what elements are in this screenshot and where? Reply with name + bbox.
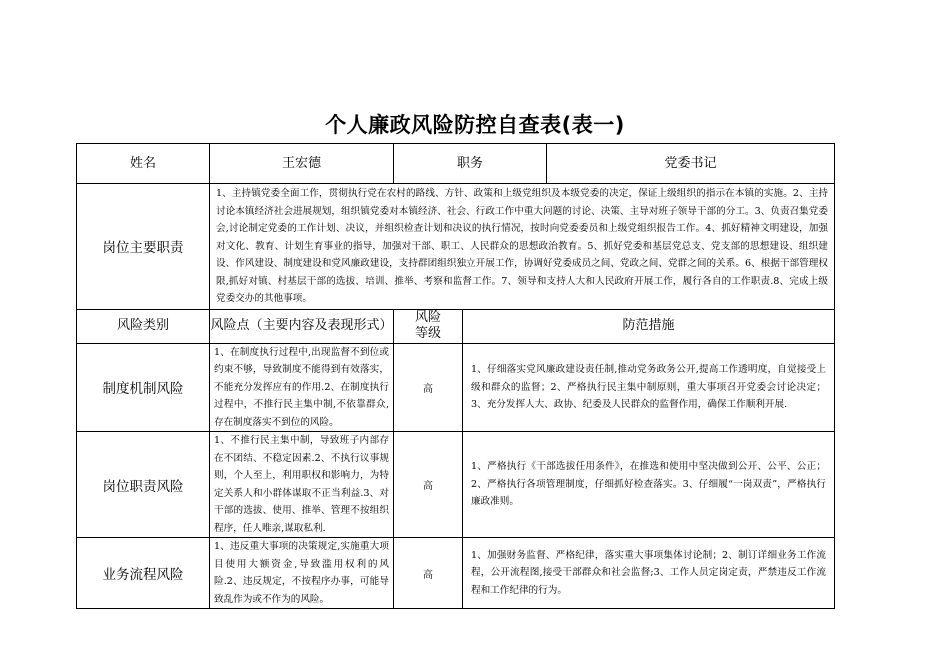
position-label: 职务 bbox=[394, 144, 547, 184]
info-row bbox=[77, 144, 835, 184]
risk-row bbox=[77, 343, 835, 432]
risk-level: 高 bbox=[394, 343, 463, 432]
page-title: 个人廉政风险防控自查表(表一) bbox=[325, 113, 625, 137]
risk-category: 制度机制风险 bbox=[77, 343, 210, 432]
risk-row bbox=[77, 432, 835, 538]
risk-point: 1、不推行民主集中制，导致班子内部存在不团结、不稳定因素.2、不执行议事规则，个人至上，利用职权和影响力，为特定关系人和小群体谋取不正当利益.3、对干部的选拔、使用、推举、管理不按组织程序，任人唯亲,谋取私利. bbox=[210, 432, 394, 538]
risk-point: 1、违反重大事项的决策规定,实施重大项目使用大额资金,导致滥用权利的风险.2、违反规定，不按程序办事，可能导致乱作为或不作为的风险。 bbox=[210, 538, 394, 609]
risk-level-header-line2: 等级 bbox=[414, 326, 441, 341]
risk-measures: 1、加强财务监督、严格纪律，落实重大事项集体讨论制；2、制订详细业务工作流程，公开流程图,接受干部群众和社会监督;3、工作人员定岗定责，严禁违反工作流程和工作纪律的行为。 bbox=[463, 538, 835, 609]
risk-measures-header: 防范措施 bbox=[463, 309, 835, 343]
risk-level-header-line1: 风险 bbox=[414, 310, 441, 325]
risk-header-row bbox=[77, 309, 835, 343]
name-label: 姓名 bbox=[77, 144, 210, 184]
risk-category: 岗位职责风险 bbox=[77, 432, 210, 538]
risk-point: 1、在制度执行过程中,出现监督不到位或约束不够，导致制度不能得到有效落实，不能充分发挥应有的作用.2、在制度执行过程中，不推行民主集中制,不依靠群众,存在制度落实不到位的风险。 bbox=[210, 343, 394, 432]
duties-text: 1、主持镇党委全面工作，贯彻执行党在农村的路线、方针、政策和上级党组织及本级党委的决定，保证上级组织的指示在本镇的实施。2、主持讨论本镇经济社会进展规划，组织镇党委对本镇经济、社会、行政工作中重大问题的讨论、决策、主导对班子领导干部的分工。3、负责召集党委会,讨论制定党委的工作计划、决议，并组织检查计划和决议的执行情况，按时向党委委员和上级党组织报告工作。4、抓好精神文明建设，加强对文化、教育、计划生育事业的指导，加强对干部、职工、人民群众的思想政治教育。5、抓好党委和基层党总支、党支部的思想建设、组织建设、作风建设、制度建设和党风廉政建设，支持群团组织独立开展工作，协调好党委成员之间、党政之间、党群之间的关系。6、根据干部管理权限,抓好对镇、村基层干部的选拔、培训、推举、考察和监督工作。7、领导和支持人大和人民政府开展工作，履行各自的工作职责.8、完成上级党委交办的其他事项。 bbox=[210, 184, 835, 310]
risk-level: 高 bbox=[394, 538, 463, 609]
risk-row bbox=[77, 538, 835, 609]
risk-level-header bbox=[394, 309, 463, 343]
risk-measures: 1、严格执行《干部选拔任用条件》，在推选和使用中坚决做到公开、公平、公正；2、严格执行各项管理制度，仔细抓好检查落实。3、仔细履“一岗双责”，严格执行廉政准则。 bbox=[463, 432, 835, 538]
duties-row bbox=[77, 184, 835, 310]
risk-point-header: 风险点（主要内容及表现形式） bbox=[210, 309, 394, 343]
name-value: 王宏德 bbox=[210, 144, 394, 184]
duties-label: 岗位主要职责 bbox=[77, 184, 210, 310]
risk-measures: 1、仔细落实党风廉政建设责任制,推动党务政务公开,提高工作透明度，自觉接受上级和群众的监督；2、严格执行民主集中制原则，重大事项召开党委会讨论决定；3、充分发挥人大、政协、纪委及人民群众的监督作用，确保工作顺利开展. bbox=[463, 343, 835, 432]
risk-category-header: 风险类别 bbox=[77, 309, 210, 343]
risk-level: 高 bbox=[394, 432, 463, 538]
self-check-table bbox=[76, 143, 835, 609]
position-value: 党委书记 bbox=[547, 144, 835, 184]
risk-category: 业务流程风险 bbox=[77, 538, 210, 609]
